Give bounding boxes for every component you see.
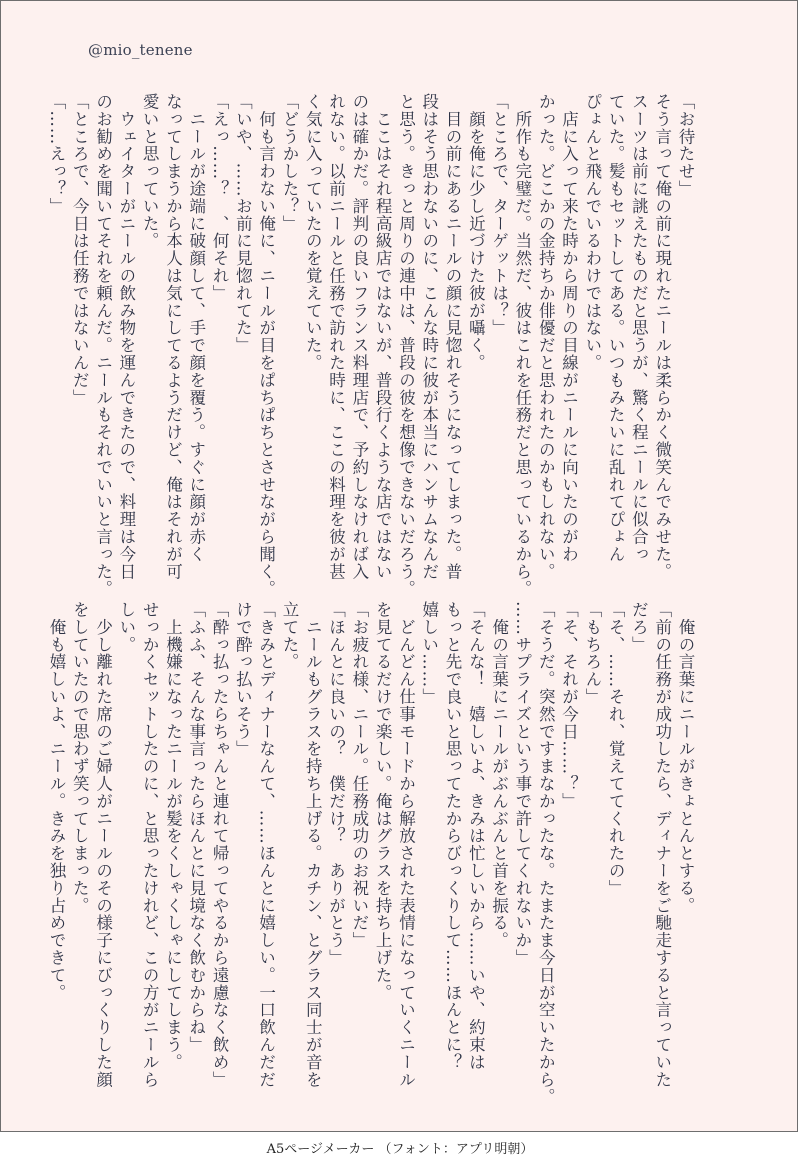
- text-line: のお勧めを聞いてそれを頼んだ。ニールもそれでいいと言った。: [93, 93, 113, 598]
- text-line: 「そんな！ 嬉しいよ、きみは忙しいから……いや、約束は: [466, 601, 486, 1071]
- text-line: スーツは前に誂えたものだと思うが、驚く程ニールに似合っ: [629, 93, 649, 563]
- text-line: 「そ、……それ、覚えててくれたの」: [606, 601, 626, 897]
- text-line: 立てた。: [279, 601, 299, 671]
- text-line: 「お疲れ様、ニール。任務成功のお祝いだ」: [349, 601, 369, 949]
- text-line: ていた。髪もセットしてある。いつもみたいに乱れてぴょん: [606, 93, 626, 563]
- text-block-upper: [46, 93, 697, 598]
- text-line: のは確かだ。評判の良いフランス料理店で、予約しなければ入: [349, 93, 369, 581]
- text-line: 「きみとディナーなんて、……ほんとに嬉しい。一口飲んだだ: [256, 601, 276, 1089]
- text-line: ぴょんと飛んでいるわけではない。: [582, 93, 602, 372]
- text-line: ……サプライズという事で許してくれないか」: [512, 601, 532, 967]
- text-line: もっと先で良いと思ってたからびっくりして……ほんとに？: [443, 601, 463, 1071]
- text-line: 上機嫌になったニールが髪をくしゃくしゃにしてしまう。: [163, 601, 183, 1071]
- text-line: 俺の言葉にニールがきょとんとする。: [676, 601, 695, 915]
- text-line: 「いや、……お前に見惚れてた」: [233, 93, 253, 354]
- text-line: けで酔っ払いそう」: [233, 601, 253, 758]
- footer-caption: A5ページメーカー （フォント：アプリ明朝）: [266, 1142, 534, 1157]
- text-line: せっかくセットしたのに、と思ったけれど、この方がニールら: [140, 601, 160, 1089]
- text-line: 「ところで、ターゲットは？」: [489, 93, 509, 337]
- text-line: どんどん仕事モードから解放された表情になっていくニール: [396, 601, 416, 1089]
- text-line: と思う。きっと周りの連中は、普段の彼を想像できないだろう。: [396, 93, 416, 598]
- text-line: 「ところで、今日は任務ではないんだ」: [70, 93, 90, 407]
- text-line: しい。: [116, 601, 136, 654]
- text-line: 愛いと思っていた。: [140, 93, 160, 250]
- text-line: 嬉しい……」: [419, 601, 439, 706]
- text-line: をしていたので思わず笑ってしまった。: [70, 601, 90, 915]
- text-line: 俺の言葉にニールがぶんぶんと首を振る。: [489, 601, 509, 949]
- text-line: 所作も完璧だ。当然だ、彼はこれを任務だと思っているから。: [512, 93, 532, 598]
- text-line: 「どうかした？」: [279, 93, 299, 233]
- text-line: 段はそう思わないのに、こんな時に彼が本当にハンサムなんだ: [419, 93, 439, 581]
- text-line: 「……えっ？」: [46, 93, 66, 215]
- author-handle: @mio_tenene: [88, 41, 193, 59]
- text-line: 少し離れた席のご婦人がニールのその様子にびっくりした顔: [93, 601, 113, 1089]
- text-line: れない。以前ニールと任務で訪れた時に、ここの料理を彼が甚: [326, 93, 346, 581]
- text-line: 俺も嬉しいよ、ニール。きみを独り占めできて。: [46, 601, 66, 1002]
- text-line: 「もちろん」: [582, 601, 602, 706]
- text-line: だろ」: [629, 601, 649, 654]
- text-line: 「お待たせ」: [676, 93, 695, 198]
- text-line: 店に入って来た時から周りの目線がニールに向いたのがわ: [559, 93, 579, 563]
- text-line: そう言って俺の前に現れたニールは柔らかく微笑んでみせた。: [652, 93, 672, 581]
- text-line: く気に入っていたのを覚えていた。: [303, 93, 323, 372]
- text-line: 「ほんとに良いの？ 僕だけ？ ありがとう」: [326, 601, 346, 967]
- text-line: を見てるだけで楽しい。俺はグラスを持ち上げた。: [373, 601, 393, 1002]
- text-line: 何も言わない俺に、ニールが目をぱちぱちとさせながら聞く。: [256, 93, 276, 598]
- text-line: 「ふふ、そんな事言ったらほんとに見境なく飲むからね」: [186, 601, 206, 1054]
- text-line: なってしまうから本人は気にしてるようだけど、俺はそれが可: [163, 93, 183, 581]
- text-line: 「酔っ払ったらちゃんと連れて帰ってやるから遠慮なく飲め」: [210, 601, 230, 1089]
- text-line: 目の前にあるニールの顔に見惚れそうになってしまった。普: [443, 93, 463, 581]
- text-line: 顔を俺に少し近づけた彼が囁く。: [466, 93, 486, 372]
- text-line: 「そうだ。突然ですまなかったな。たまたま今日が空いたから。: [536, 601, 556, 1106]
- text-line: かった。どこかの金持ちか俳優だと思われたのかもしれない。: [536, 93, 556, 581]
- text-line: 「えっ……？ 、何それ」: [210, 93, 230, 302]
- text-line: 「そ、それが今日……？」: [559, 601, 579, 810]
- text-line: ウェイターがニールの飲み物を運んできたので、料理は今日: [116, 93, 136, 581]
- text-block-lower: [46, 601, 697, 1106]
- text-line: ニールもグラスを持ち上げる。カチン、とグラス同士が音を: [303, 601, 323, 1089]
- text-line: ニールが途端に破顔して、手で顔を覆う。すぐに顔が赤く: [186, 93, 206, 563]
- text-line: ここはそれ程高級店ではないが、普段行くような店ではない: [373, 93, 393, 581]
- text-line: 「前の任務が成功したら、ディナーをご馳走すると言っていた: [652, 601, 672, 1089]
